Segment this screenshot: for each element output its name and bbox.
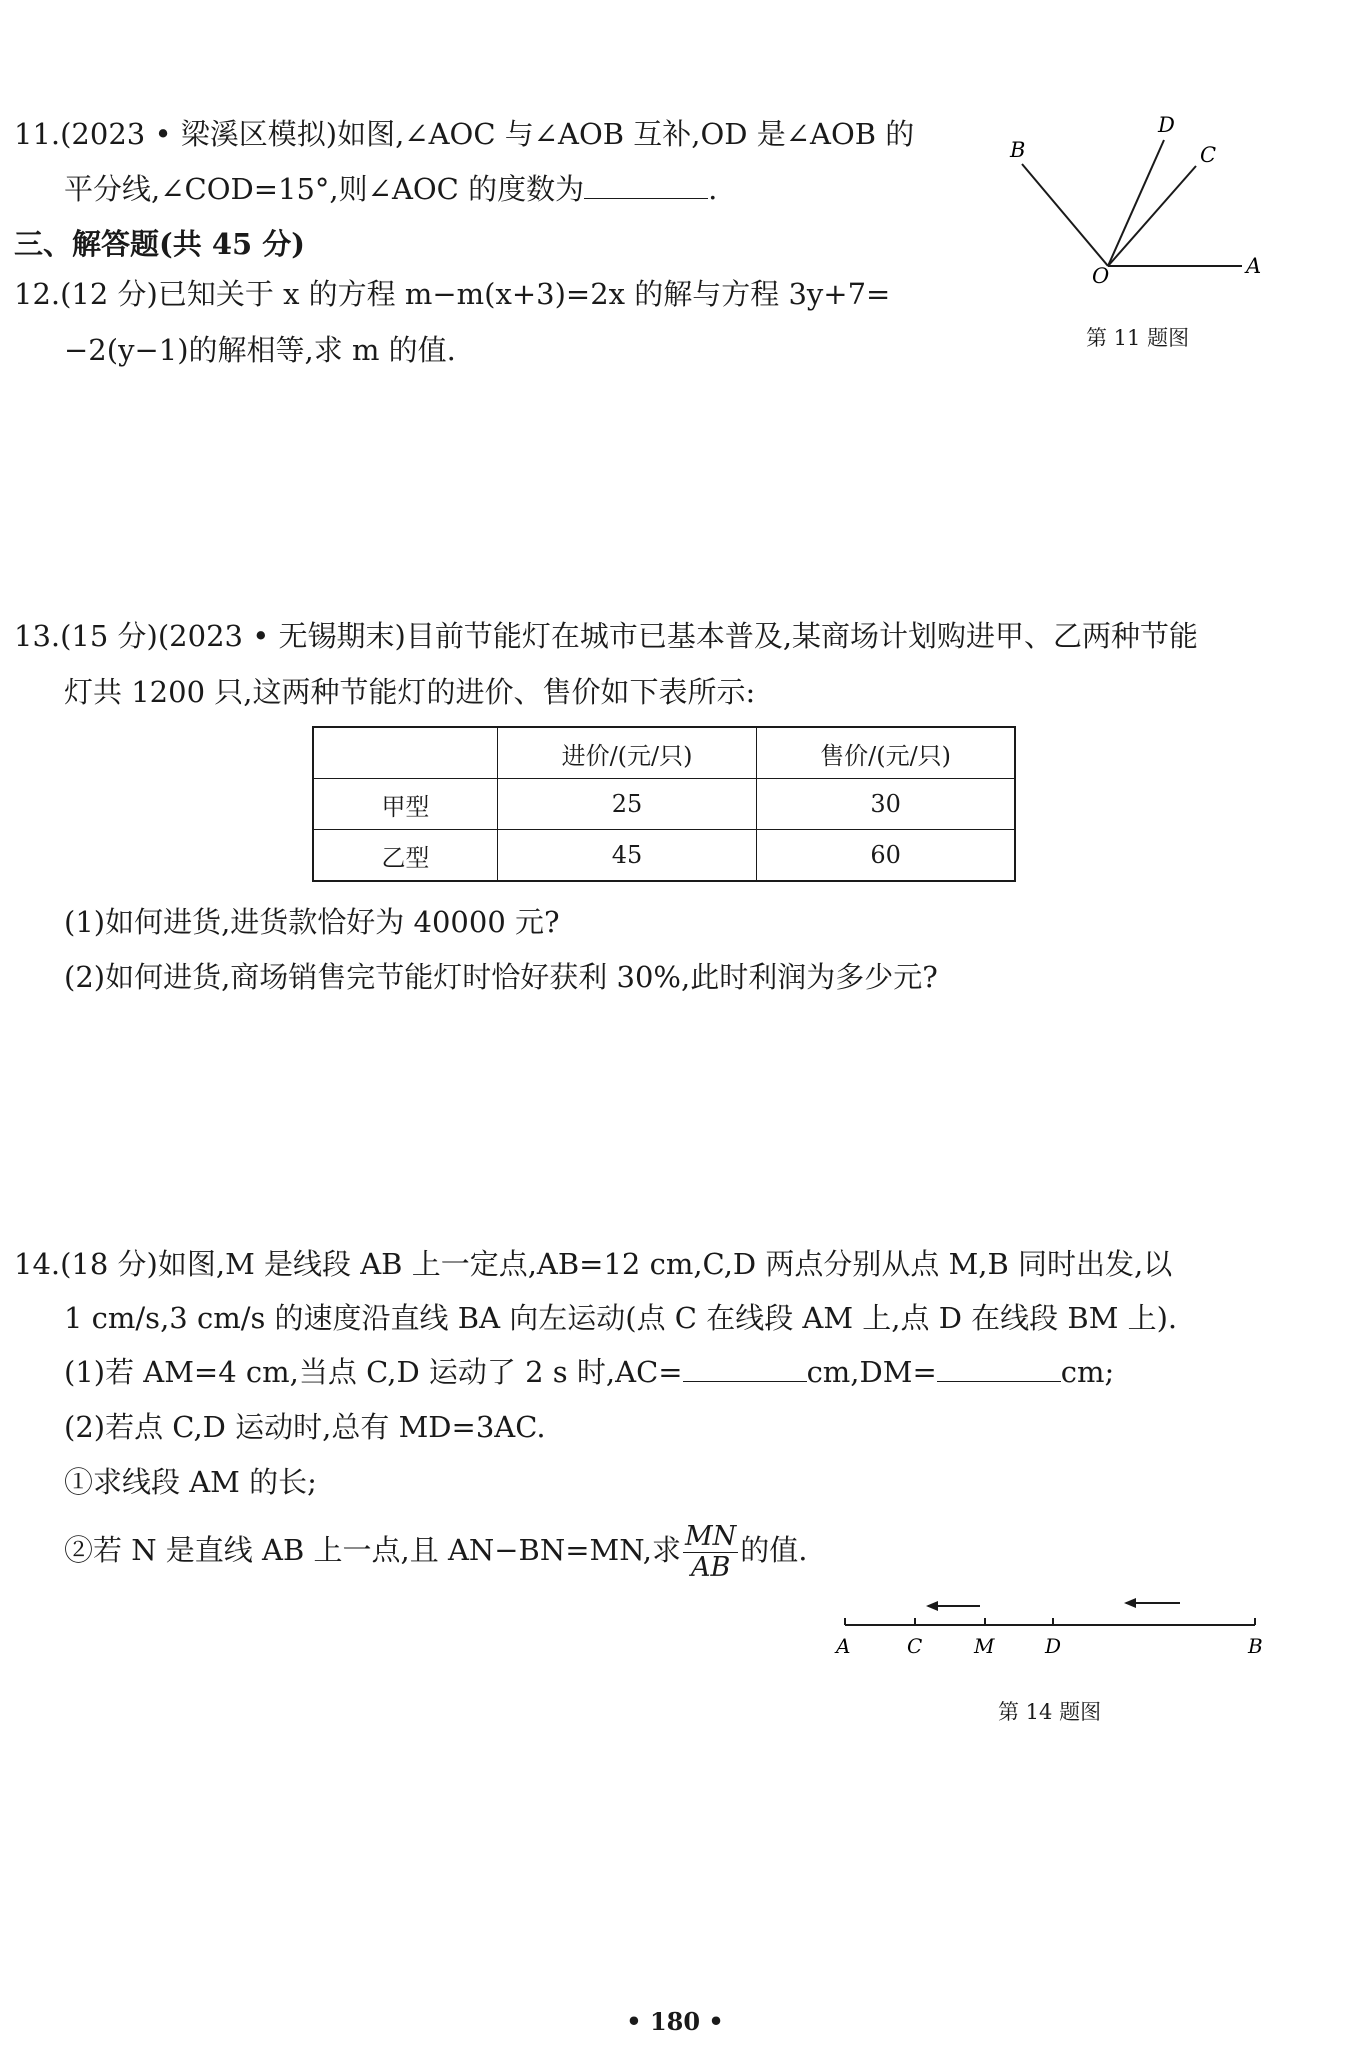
section-3-heading: 三、解答题(共 45 分) [14, 227, 305, 261]
q11-line1: 11.(2023 • 梁溪区模拟)如图,∠AOC 与∠AOB 互补,OD 是∠AOB 的 [14, 117, 915, 151]
q11-line2-end: . [708, 172, 718, 206]
q11-answer-blank[interactable] [584, 172, 708, 199]
q14-ac-answer-blank[interactable] [683, 1355, 807, 1382]
table-cell: 30 [757, 779, 1015, 830]
q14-line2: 1 cm/s,3 cm/s 的速度沿直线 BA 向左运动(点 C 在线段 AM 上,点 D 在线段 BM 上). [64, 1301, 1178, 1335]
q14-line1: 14.(18 分)如图,M 是线段 AB 上一定点,AB=12 cm,C,D 两点分别从点 M,B 同时出发,以 [14, 1247, 1173, 1281]
q14-sub1-text-c: cm; [1060, 1355, 1115, 1389]
label-O: O [1092, 264, 1110, 288]
label-A: A [1246, 254, 1262, 278]
label-C: C [1200, 143, 1217, 167]
label-B: B [1248, 1634, 1263, 1658]
q14-sub1-text-a: (1)若 AM=4 cm,当点 C,D 运动了 2 s 时,AC= [64, 1355, 683, 1389]
ray-OC [1108, 166, 1196, 266]
table-header-cell: 售价/(元/只) [757, 727, 1015, 779]
q14-sub1-text-b: cm,DM= [806, 1355, 937, 1389]
table-cell: 甲型 [313, 779, 497, 830]
table-row [313, 830, 1015, 882]
arrow-left-icon [926, 1601, 980, 1611]
q11-line2 [64, 169, 717, 209]
table-header-row [313, 727, 1015, 779]
q14-sub2-2 [64, 1520, 807, 1583]
fraction-denominator: AB [690, 1551, 731, 1583]
q14-sub2-1: ①求线段 AM 的长; [64, 1465, 317, 1499]
page-number: • 180 • [626, 2007, 724, 2036]
ray-OB [1022, 164, 1108, 266]
table-header-cell [313, 727, 497, 779]
q12-line1: 12.(12 分)已知关于 x 的方程 m−m(x+3)=2x 的解与方程 3y+7= [14, 277, 891, 311]
label-D: D [1045, 1634, 1062, 1658]
q14-sub1 [64, 1352, 1114, 1392]
q11-figure [1000, 110, 1280, 290]
price-table [312, 726, 1016, 882]
q11-line2-text: 平分线,∠COD=15°,则∠AOC 的度数为 [64, 172, 585, 206]
q11-figure-caption: 第 11 题图 [1086, 326, 1190, 350]
q13-sub2: (2)如何进货,商场销售完节能灯时恰好获利 30%,此时利润为多少元? [64, 960, 938, 994]
q12-line2: −2(y−1)的解相等,求 m 的值. [64, 333, 456, 367]
q13-line1: 13.(15 分)(2023 • 无锡期末)目前节能灯在城市已基本普及,某商场计划购进甲、乙两种节能 [14, 619, 1199, 653]
q14-dm-answer-blank[interactable] [937, 1355, 1061, 1382]
q13-sub1: (1)如何进货,进货款恰好为 40000 元? [64, 905, 560, 939]
q14-figure-caption: 第 14 题图 [998, 1700, 1102, 1724]
table-cell: 乙型 [313, 830, 497, 882]
label-M: M [974, 1634, 995, 1658]
label-B: B [1010, 138, 1026, 162]
table-row [313, 779, 1015, 830]
arrow-left-icon [1124, 1598, 1180, 1608]
q14-figure [830, 1590, 1280, 1680]
label-A: A [836, 1634, 851, 1658]
ray-OD [1108, 140, 1164, 266]
table-cell: 45 [497, 830, 756, 882]
q14-sub2: (2)若点 C,D 运动时,总有 MD=3AC. [64, 1410, 546, 1444]
label-D: D [1158, 113, 1175, 137]
q13-line2: 灯共 1200 只,这两种节能灯的进价、售价如下表所示: [64, 675, 756, 709]
table-cell: 60 [757, 830, 1015, 882]
q14-sub2-2-end: 的值. [740, 1533, 808, 1567]
table-cell: 25 [497, 779, 756, 830]
fraction-mn-ab [683, 1522, 738, 1583]
table-header-cell: 进价/(元/只) [497, 727, 756, 779]
q14-sub2-2-text: ②若 N 是直线 AB 上一点,且 AN−BN=MN,求 [64, 1533, 681, 1567]
label-C: C [907, 1634, 923, 1658]
fraction-numerator: MN [684, 1520, 737, 1552]
